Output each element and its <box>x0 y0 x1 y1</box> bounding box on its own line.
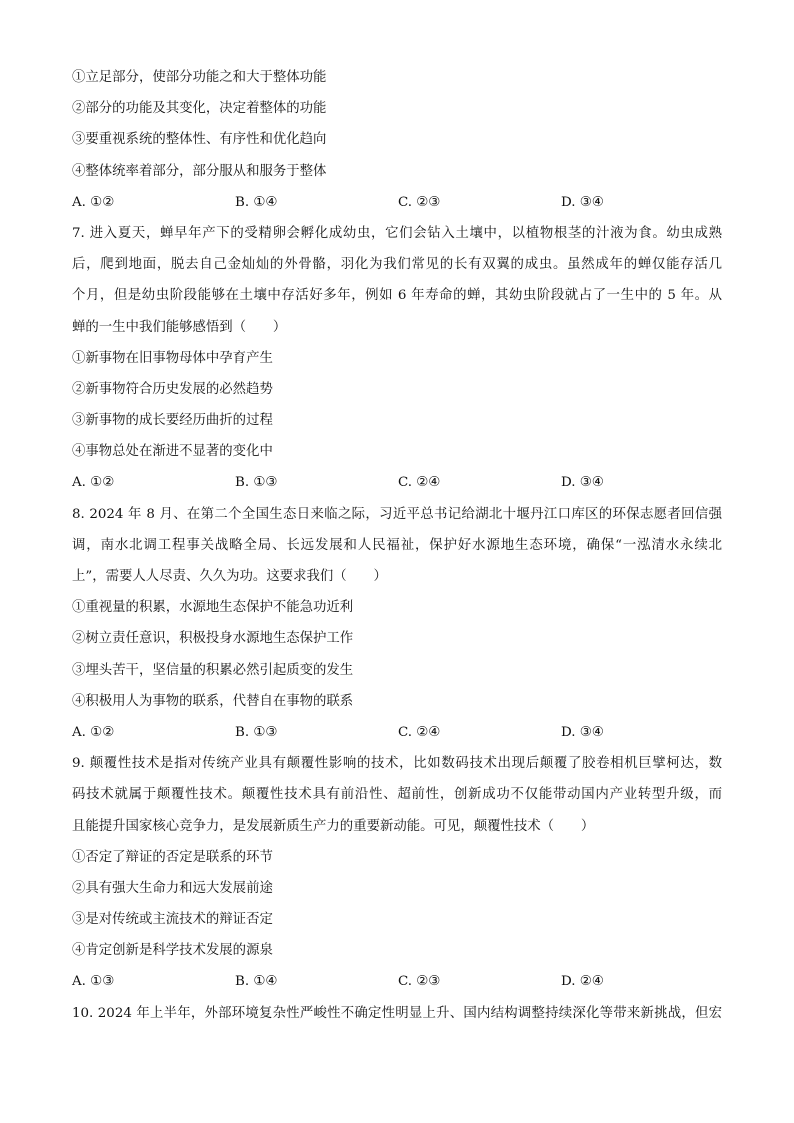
statement: ②部分的功能及其变化，决定着整体的功能 <box>72 101 327 117</box>
statement: ③是对传统或主流技术的辩证否定 <box>72 912 273 928</box>
question-stem-line: 7. 进入夏天，蝉早年产下的受精卵会孵化成幼虫，它们会钻入土壤中，以植物根茎的汁液为食。幼虫成熟 <box>72 225 722 241</box>
question-stem-line: 码技术就属于颠覆性技术。颠覆性技术具有前沿性、超前性，创新成功不仅能带动国内产业转型升级，而 <box>72 787 722 803</box>
question-stem-line: 蝉的一生中我们能够感悟到（ ） <box>72 319 287 335</box>
statement: ①重视量的积累，水源地生态保护不能急功近利 <box>72 600 354 616</box>
option-d: D. ③④ <box>561 475 604 491</box>
question-9 <box>72 748 722 998</box>
statement: ③要重视系统的整体性、有序性和优化趋向 <box>72 132 327 148</box>
question-stem-line: 个月，但是幼虫阶段能够在土壤中存活好多年，例如 6 年寿命的蝉，其幼虫阶段就占了一生中的 5 年。从 <box>72 288 722 304</box>
option-d: D. ③④ <box>561 194 604 210</box>
statement: ④事物总处在渐进不显著的变化中 <box>72 444 273 460</box>
question-6 <box>72 62 722 218</box>
option-d: D. ②④ <box>561 974 604 990</box>
option-c: C. ②③ <box>398 194 441 210</box>
option-a: A. ①③ <box>72 974 115 990</box>
question-stem-line: 且能提升国家核心竞争力，是发展新质生产力的重要新动能。可见，颠覆性技术（ ） <box>72 818 595 834</box>
option-c: C. ②④ <box>398 724 441 740</box>
question-stem-line: 调，南水北调工程事关战略全局、长远发展和人民福祉，保护好水源地生态环境，确保“一泓清水永续北 <box>72 537 722 553</box>
option-b: B. ①③ <box>235 475 278 491</box>
statement: ③新事物的成长要经历曲折的过程 <box>72 413 273 429</box>
question-stem-line: 10. 2024 年上半年，外部环境复杂性严峻性不确定性明显上升、国内结构调整持续深化等带来新挑战，但宏 <box>72 1005 722 1021</box>
option-c: C. ②③ <box>398 974 441 990</box>
option-a: A. ①② <box>72 194 115 210</box>
question-10 <box>72 998 722 1029</box>
answer-options <box>72 187 722 218</box>
answer-options <box>72 467 722 498</box>
question-stem-line: 上”，需要人人尽责、久久为功。这要求我们（ ） <box>72 569 387 584</box>
exam-page <box>72 62 722 1029</box>
statement: ①立足部分，使部分功能之和大于整体功能 <box>72 70 327 85</box>
statement: ②新事物符合历史发展的必然趋势 <box>72 381 273 397</box>
statement: ④肯定创新是科学技术发展的源泉 <box>72 943 273 959</box>
option-b: B. ①④ <box>235 974 278 990</box>
option-a: A. ①② <box>72 475 115 491</box>
statement: ③埋头苦干，坚信量的积累必然引起质变的发生 <box>72 662 354 678</box>
answer-options <box>72 717 722 748</box>
question-stem-line: 后，爬到地面，脱去自己金灿灿的外骨骼，羽化为我们常见的长有双翼的成虫。虽然成年的蝉仅能存活几 <box>72 257 722 273</box>
statement: ④整体统率着部分，部分服从和服务于整体 <box>72 163 327 179</box>
option-d: D. ③④ <box>561 724 604 740</box>
question-stem-line: 9. 颠覆性技术是指对传统产业具有颠覆性影响的技术，比如数码技术出现后颠覆了胶卷相机巨擘柯达，数 <box>72 756 722 772</box>
statement: ②具有强大生命力和远大发展前途 <box>72 880 273 896</box>
question-7 <box>72 218 722 499</box>
option-b: B. ①③ <box>235 724 278 740</box>
statement: ②树立责任意识，积极投身水源地生态保护工作 <box>72 631 354 647</box>
option-a: A. ①② <box>72 724 115 740</box>
statement: ①否定了辩证的否定是联系的环节 <box>72 849 273 865</box>
answer-options <box>72 966 722 997</box>
question-stem-line: 8. 2024 年 8 月、在第二个全国生态日来临之际，习近平总书记给湖北十堰丹江口库区的环保志愿者回信强 <box>72 506 722 522</box>
question-8 <box>72 499 722 749</box>
statement: ①新事物在旧事物母体中孕育产生 <box>72 350 273 366</box>
option-c: C. ②④ <box>398 475 441 491</box>
option-b: B. ①④ <box>235 194 278 210</box>
statement: ④积极用人为事物的联系，代替自在事物的联系 <box>72 693 354 709</box>
